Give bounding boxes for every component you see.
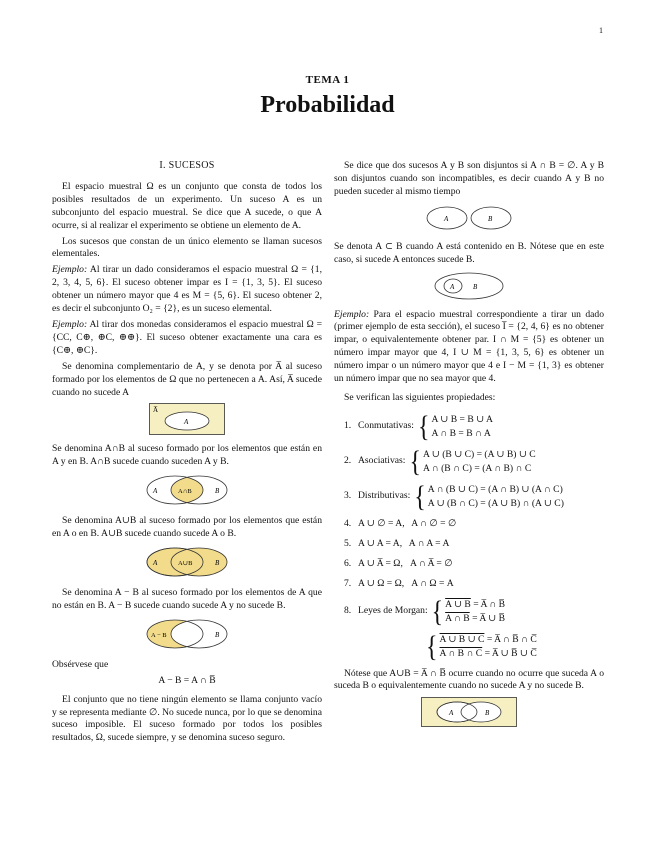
expr: = A̅ ∪ B̅ bbox=[472, 612, 506, 624]
equation bbox=[445, 598, 505, 612]
a-label: A bbox=[449, 709, 454, 718]
equation: A ∪ Ω = Ω, A ∩ Ω = A bbox=[358, 577, 454, 589]
a-label: A bbox=[153, 487, 158, 496]
chapter-label: TEMA 1 bbox=[305, 74, 350, 86]
intersection-diagram bbox=[143, 473, 231, 507]
complement-diagram bbox=[149, 403, 225, 435]
paragraph: Se denomina complementario de A, y se denota por A̅ al suceso formado por los elementos de Ω que no pertenecen a A. Así, A̅ sucede cuando no sucede A bbox=[52, 360, 322, 398]
equation bbox=[440, 633, 537, 647]
a-label: A bbox=[153, 559, 158, 568]
equation: A ∪ B = B ∪ A bbox=[431, 413, 493, 425]
b-label: B bbox=[485, 709, 490, 718]
example-text: Al tirar dos monedas consideramos el espacio muestral Ω = {CC, C⊕, ⊕C, ⊕⊕}. El suceso obtener exactamente una cara es {C⊕, ⊕C}. bbox=[52, 318, 322, 356]
example-text: Al tirar un dado consideramos el espacio muestral Ω = {1, 2, 3, 4, 5, 6}. El suceso obtener impar es I = {1, 3, 5}. El suceso obtener un número mayor que 4 es M = {5, 6}. El suceso obtener 2, es decir el subconjunto O₂ = {2}, es un suceso elemental. bbox=[52, 264, 322, 315]
a-label: A bbox=[444, 214, 449, 223]
equation: A ∪ A̅ = Ω, A ∩ A̅ = ∅ bbox=[358, 557, 453, 569]
property-item: { A ∪ B ∪ C = A̅ ∩ B̅ ∩ C̅ A ∩ B ∩ C = A̅ ∪ B̅ ∪ C̅ bbox=[426, 630, 537, 663]
example-text: Para el espacio muestral correspondiente a tirar un dado (primer ejemplo de esta sección), el suceso I̅ = {2, 4, 6} es no obtener impar, o equivalentemente obtener par. I ∩ M = {5} es obtener un número impar mayor que 4, I ∪ M = {1, 3, 5, 6} es obtener un número impar o un número mayor que 4 e I − M = {1, 3} es obtener un número impar que no sea mayor que 4. bbox=[334, 308, 604, 385]
equation: A ∩ (B ∩ C) = (A ∩ B) ∩ C bbox=[422, 462, 532, 474]
example-label: Ejemplo: bbox=[334, 308, 370, 320]
properties-list bbox=[334, 410, 604, 663]
paragraph: Se denota A ⊂ B cuando A está contenido en B. Nótese que en este caso, si sucede A entonces sucede B. bbox=[334, 240, 604, 265]
difference-diagram bbox=[143, 617, 231, 651]
union-diagram bbox=[143, 545, 231, 579]
b-label: B bbox=[215, 487, 220, 496]
subset-diagram bbox=[431, 271, 507, 301]
item-number: 1. bbox=[344, 420, 352, 432]
equation bbox=[445, 612, 505, 626]
property-label: Distributivas: bbox=[358, 490, 411, 502]
property-item: 1. Conmutativas: { A ∪ B = B ∪ A A ∩ B = B ∩ A bbox=[334, 413, 604, 441]
b-label: B bbox=[473, 282, 478, 291]
expr: = A̅ ∩ B̅ ∩ C̅ bbox=[486, 633, 537, 645]
equation: A ∩ B = B ∩ A bbox=[431, 427, 491, 439]
b-label: B bbox=[215, 559, 220, 568]
property-item: 3. Distributivas: { A ∩ (B ∪ C) = (A ∩ B) ∪ (A ∩ C) A ∪ (B ∩ C) = (A ∪ B) ∩ (A ∪ C) bbox=[334, 483, 604, 511]
equation: A ∪ (B ∪ C) = (A ∪ B) ∪ C bbox=[422, 448, 536, 460]
overlined-expr: A ∩ B ∩ C bbox=[439, 647, 483, 659]
paragraph: Se dice que dos sucesos A y B son disjuntos si A ∩ B = ∅. A y B son disjuntos cuando son incompatibles, es decir cuando A y B no pueden suceder al mismo tiempo bbox=[334, 160, 604, 197]
property-item: 2. Asociativas: { A ∪ (B ∪ C) = (A ∪ B) ∪ C A ∩ (B ∩ C) = (A ∩ B) ∩ C bbox=[334, 448, 604, 476]
paragraph: Nótese que A∪B = A̅ ∩ B̅ ocurre cuando no ocurre que suceda A o suceda B o equivalentemente cuando no sucede A y no sucede B. bbox=[334, 667, 604, 692]
equation: A ∪ ∅ = A, A ∩ ∅ = ∅ bbox=[358, 517, 457, 529]
property-item bbox=[334, 558, 604, 571]
formula: A − B = A ∩ B̅ bbox=[158, 674, 216, 686]
example-label: Ejemplo: bbox=[52, 264, 88, 276]
acapb-label: A∩B bbox=[178, 488, 192, 496]
paragraph: Obsérvese que bbox=[52, 658, 109, 670]
property-label: Asociativas: bbox=[358, 455, 406, 467]
property-label: Leyes de Morgan: bbox=[358, 605, 428, 617]
expr: = A̅ ∩ B̅ bbox=[473, 598, 506, 610]
example-label: Ejemplo: bbox=[52, 318, 88, 330]
abar-label: A̅ bbox=[153, 406, 159, 415]
overlined-expr: A ∪ B ∪ C bbox=[439, 633, 485, 645]
b-label: B bbox=[215, 630, 220, 639]
equation: A ∩ (B ∪ C) = (A ∩ B) ∪ (A ∩ C) bbox=[427, 483, 563, 495]
aminusb-label: A − B bbox=[151, 631, 167, 639]
item-number: 8. bbox=[344, 605, 352, 617]
item-number: 5. bbox=[344, 537, 352, 549]
equation: A ∪ (B ∩ C) = (A ∪ B) ∩ (A ∪ C) bbox=[427, 497, 564, 509]
property-item bbox=[334, 518, 604, 531]
paragraph: El espacio muestral Ω es un conjunto que consta de todos los posibles resultados de un experimento. Un suceso A es un subconjunto del espacio muestral. Se dice que A sucede, o que A ocurre, si al realizar el experimento se obtiene un elemento de A. bbox=[52, 180, 322, 231]
item-number: 7. bbox=[344, 577, 352, 589]
acupb-label: A∪B bbox=[178, 560, 193, 568]
item-number: 3. bbox=[344, 490, 352, 502]
b-label: B bbox=[488, 214, 493, 223]
example bbox=[334, 309, 604, 386]
equation bbox=[440, 647, 537, 661]
section-heading: I. SUCESOS bbox=[159, 160, 215, 171]
paragraph: Los sucesos que constan de un único elemento se llaman sucesos elementales. bbox=[52, 235, 322, 260]
left-column bbox=[52, 160, 322, 748]
paragraph: El conjunto que no tiene ningún elemento se llama conjunto vacío y se representa mediante ∅. No sucede nunca, por lo que se denomina suceso imposible. El suceso formado por todos los posibles resultados, Ω, sucede siempre, y se denomina suceso seguro. bbox=[52, 693, 322, 744]
paragraph: Se denomina A∩B al suceso formado por los elementos que están en A y en B. A∩B sucede cuando suceden A y B. bbox=[52, 443, 322, 468]
right-column bbox=[334, 160, 604, 735]
property-item bbox=[334, 538, 604, 551]
paragraph: Se denomina A − B al suceso formado por los elementos de A que no están en B. A − B sucede cuando sucede A y no sucede B. bbox=[52, 587, 322, 611]
paragraph: Se verifican las siguientes propiedades: bbox=[344, 391, 496, 403]
overlined-expr: A ∪ B bbox=[445, 598, 471, 610]
page-title: Probabilidad bbox=[260, 92, 395, 118]
demorgan-diagram bbox=[421, 697, 517, 727]
page-number: 1 bbox=[599, 26, 603, 35]
property-item: 8. Leyes de Morgan: { A ∪ B = A̅ ∩ B̅ A ∩ B = A̅ ∪ B̅ bbox=[334, 598, 604, 626]
item-number: 2. bbox=[344, 455, 352, 467]
expr: = A̅ ∪ B̅ ∪ C̅ bbox=[484, 647, 537, 659]
a-label: A bbox=[184, 418, 189, 427]
item-number: 4. bbox=[344, 517, 352, 529]
overlined-expr: A ∩ B bbox=[445, 612, 470, 624]
property-label: Conmutativas: bbox=[358, 420, 414, 432]
example bbox=[52, 319, 322, 358]
paragraph: Se denomina A∪B al suceso formado por los elementos que están en A o en B. A∪B sucede cuando sucede A o B. bbox=[52, 515, 322, 540]
disjoint-diagram bbox=[421, 203, 517, 233]
example bbox=[52, 264, 322, 316]
equation: A ∪ A = A, A ∩ A = A bbox=[358, 537, 450, 549]
a-label: A bbox=[450, 282, 455, 291]
property-item bbox=[334, 578, 604, 591]
item-number: 6. bbox=[344, 557, 352, 569]
